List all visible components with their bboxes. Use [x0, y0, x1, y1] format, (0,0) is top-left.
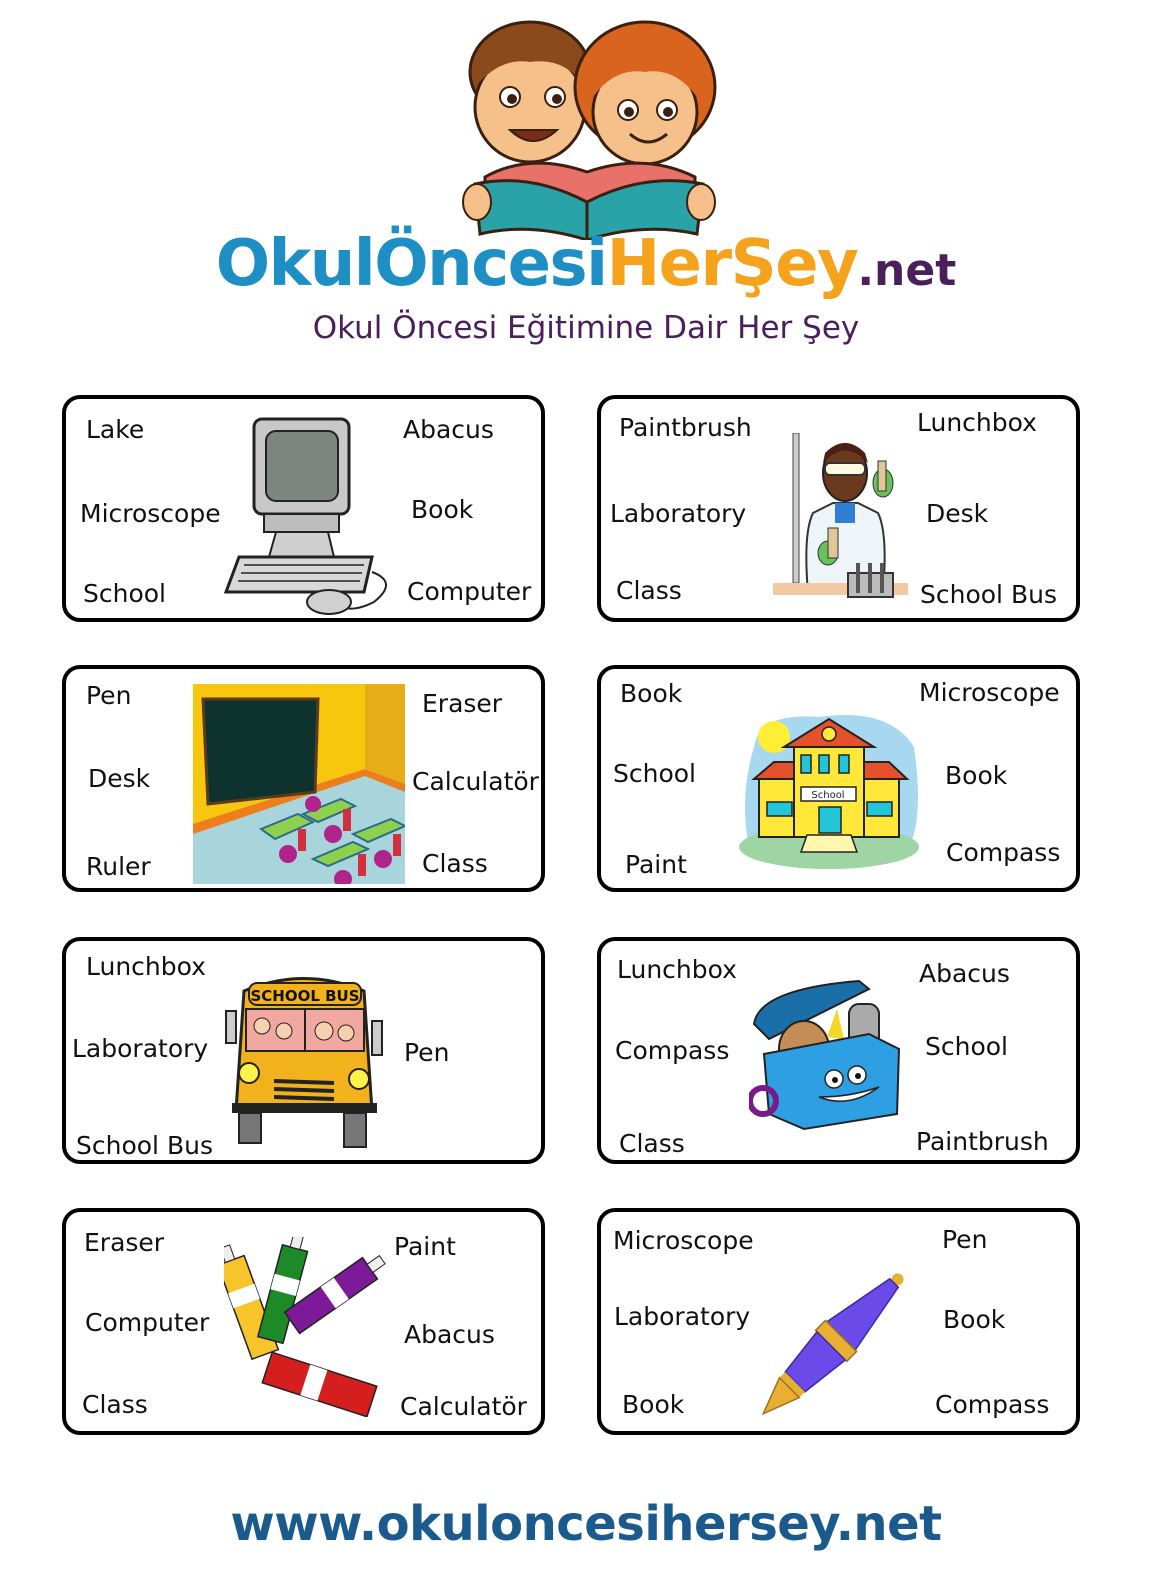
card-word: Ruler	[86, 852, 151, 881]
card-word: Paintbrush	[916, 1127, 1049, 1156]
card-word: Laboratory	[610, 499, 747, 528]
card-word: Lake	[86, 415, 145, 444]
card-word: Abacus	[404, 1320, 495, 1349]
card-word: Paint	[625, 850, 687, 879]
card-word: Compass	[946, 838, 1061, 867]
word-card-pen	[597, 1208, 1080, 1435]
card-word: Book	[622, 1390, 685, 1419]
computer-icon	[224, 417, 399, 617]
card-word: Microscope	[919, 678, 1060, 707]
card-word: School	[83, 579, 166, 608]
footer-website-url: www.okuloncesihersey.net	[230, 1496, 942, 1552]
card-word: Lunchbox	[917, 408, 1037, 437]
word-card-school	[597, 665, 1080, 892]
card-word: Microscope	[613, 1226, 754, 1255]
card-word: Desk	[88, 764, 151, 793]
card-word: Class	[616, 576, 682, 605]
card-word: Abacus	[919, 959, 1010, 988]
card-word: School Bus	[76, 1131, 213, 1160]
card-word: Paint	[394, 1232, 456, 1261]
card-word: Compass	[615, 1036, 730, 1065]
card-word: Calculatör	[400, 1392, 527, 1421]
card-word: Pen	[86, 681, 132, 710]
word-card-lunchbox	[597, 937, 1080, 1164]
school-building-icon	[739, 707, 924, 872]
brand-logo-text	[0, 224, 1172, 311]
card-word: Eraser	[422, 689, 503, 718]
card-word: Book	[411, 495, 474, 524]
fountain-pen-icon	[749, 1236, 934, 1431]
tagline: Okul Öncesi Eğitimine Dair Her Şey	[312, 310, 860, 346]
card-word: Desk	[926, 499, 989, 528]
svg-text:School: School	[811, 790, 845, 801]
word-card-computer	[62, 395, 545, 622]
two-kids-reading-book-icon	[445, 12, 730, 240]
card-word: Class	[619, 1129, 685, 1158]
brand-part-net: .net	[857, 245, 957, 296]
card-word: School	[613, 759, 696, 788]
card-word: Abacus	[403, 415, 494, 444]
svg-text:SCHOOL BUS: SCHOOL BUS	[250, 987, 360, 1005]
card-word: Book	[620, 679, 683, 708]
brand-part-okuloncesi: OkulÖncesi	[215, 227, 607, 301]
card-word: Microscope	[80, 499, 221, 528]
classroom-icon	[193, 684, 405, 884]
card-word: Book	[945, 761, 1008, 790]
card-word: School Bus	[920, 580, 1057, 609]
card-word: Computer	[407, 577, 532, 606]
card-word: School	[925, 1032, 1008, 1061]
card-word: Lunchbox	[86, 952, 206, 981]
word-card-paint	[62, 1208, 545, 1435]
card-word: Class	[82, 1390, 148, 1419]
card-word: Book	[943, 1305, 1006, 1334]
brand-part-hersey: HerŞey	[606, 227, 858, 301]
card-word: Lunchbox	[617, 955, 737, 984]
card-word: Pen	[942, 1225, 988, 1254]
card-word: Paintbrush	[619, 413, 752, 442]
word-card-laboratory	[597, 395, 1080, 622]
scientist-icon	[773, 433, 908, 608]
word-card-school-bus	[62, 937, 545, 1164]
card-word: Laboratory	[614, 1302, 751, 1331]
card-word: Calculatör	[412, 767, 539, 796]
lunchbox-icon	[749, 979, 909, 1139]
paint-tubes-icon	[224, 1237, 399, 1417]
school-bus-icon	[224, 971, 384, 1151]
card-word: Pen	[404, 1038, 450, 1067]
card-word: Compass	[935, 1390, 1050, 1419]
card-word: Computer	[85, 1308, 210, 1337]
card-word: Laboratory	[72, 1034, 209, 1063]
card-word: Eraser	[84, 1228, 165, 1257]
card-word: Class	[422, 849, 488, 878]
word-card-class	[62, 665, 545, 892]
